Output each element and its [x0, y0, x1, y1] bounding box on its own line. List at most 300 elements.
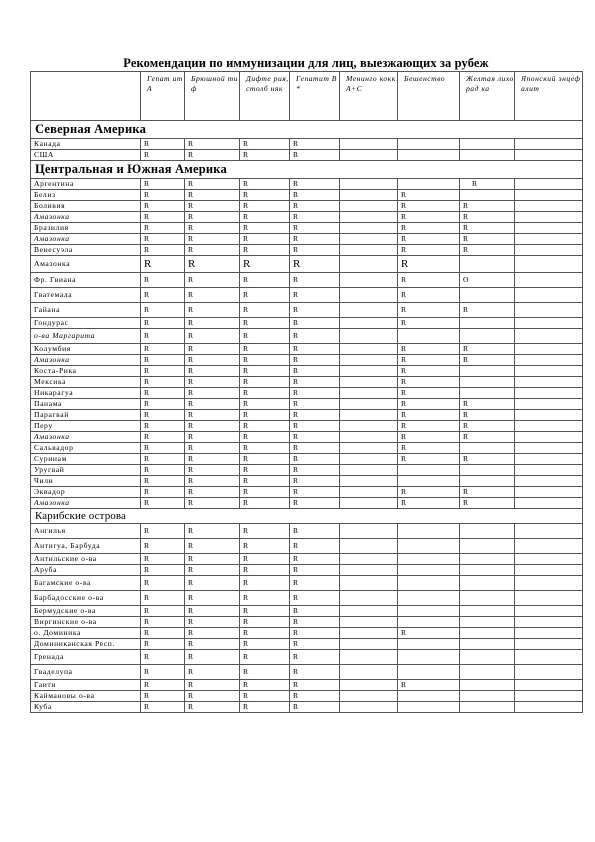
- recommendation-cell: [340, 432, 398, 443]
- recommendation-cell: [460, 366, 515, 377]
- header-hepatitis-a: Гепат ит А: [141, 72, 185, 121]
- recommendation-cell: [515, 288, 583, 303]
- recommendation-cell: [515, 201, 583, 212]
- recommendation-cell: [460, 329, 515, 344]
- recommendation-cell: R: [141, 487, 185, 498]
- table-row: [31, 465, 583, 476]
- recommendation-cell: R: [290, 329, 340, 344]
- recommendation-cell: [340, 476, 398, 487]
- region-header-row: [31, 161, 583, 179]
- recommendation-cell: [515, 223, 583, 234]
- recommendation-cell: [515, 366, 583, 377]
- recommendation-cell: R: [460, 487, 515, 498]
- recommendation-cell: R: [185, 702, 240, 713]
- table-row: [31, 524, 583, 539]
- recommendation-cell: R: [185, 256, 240, 273]
- recommendation-cell: R: [185, 432, 240, 443]
- recommendation-cell: [340, 498, 398, 509]
- recommendation-cell: R: [185, 150, 240, 161]
- recommendation-cell: R: [460, 201, 515, 212]
- table-row: [31, 329, 583, 344]
- recommendation-cell: R: [185, 288, 240, 303]
- recommendation-cell: [515, 691, 583, 702]
- recommendation-cell: [340, 650, 398, 665]
- recommendation-cell: R: [240, 476, 290, 487]
- recommendation-cell: [515, 665, 583, 680]
- recommendation-cell: R: [290, 680, 340, 691]
- recommendation-cell: R: [141, 454, 185, 465]
- recommendation-cell: [340, 617, 398, 628]
- recommendation-cell: R: [290, 355, 340, 366]
- recommendation-cell: [398, 665, 460, 680]
- recommendation-cell: [460, 639, 515, 650]
- table-row: [31, 454, 583, 465]
- country-cell: Сальвадор: [31, 443, 141, 454]
- recommendation-cell: R: [240, 617, 290, 628]
- recommendation-cell: R: [460, 303, 515, 318]
- recommendation-cell: [340, 665, 398, 680]
- recommendation-cell: [398, 606, 460, 617]
- recommendation-cell: [515, 617, 583, 628]
- recommendation-cell: R: [240, 524, 290, 539]
- recommendation-cell: R: [185, 190, 240, 201]
- recommendation-cell: R: [240, 399, 290, 410]
- recommendation-cell: R: [240, 179, 290, 190]
- recommendation-cell: R: [398, 234, 460, 245]
- recommendation-cell: R: [141, 344, 185, 355]
- table-row: [31, 554, 583, 565]
- recommendation-cell: [515, 539, 583, 554]
- recommendation-cell: [515, 650, 583, 665]
- recommendation-cell: [515, 680, 583, 691]
- recommendation-cell: R: [398, 432, 460, 443]
- recommendation-cell: [340, 628, 398, 639]
- recommendation-cell: R: [141, 680, 185, 691]
- recommendation-cell: R: [185, 487, 240, 498]
- table-row: [31, 498, 583, 509]
- table-row: [31, 628, 583, 639]
- country-cell: о. Доминика: [31, 628, 141, 639]
- recommendation-cell: R: [185, 554, 240, 565]
- recommendation-cell: R: [185, 399, 240, 410]
- page-title: Рекомендации по иммунизации для лиц, выезжающих за рубеж: [123, 56, 489, 70]
- table-row: [31, 617, 583, 628]
- recommendation-cell: R: [460, 179, 515, 190]
- recommendation-cell: R: [398, 245, 460, 256]
- recommendation-cell: [398, 565, 460, 576]
- recommendation-cell: R: [398, 256, 460, 273]
- recommendation-cell: [340, 303, 398, 318]
- country-cell: Уругвай: [31, 465, 141, 476]
- recommendation-cell: [398, 179, 460, 190]
- recommendation-cell: [340, 344, 398, 355]
- country-cell: Куба: [31, 702, 141, 713]
- recommendation-cell: [340, 329, 398, 344]
- recommendation-cell: R: [185, 303, 240, 318]
- recommendation-cell: R: [398, 288, 460, 303]
- table-row: [31, 650, 583, 665]
- recommendation-cell: [340, 465, 398, 476]
- table-row: [31, 665, 583, 680]
- recommendation-cell: R: [240, 150, 290, 161]
- recommendation-cell: R: [141, 606, 185, 617]
- recommendation-cell: R: [185, 606, 240, 617]
- table-row: [31, 245, 583, 256]
- recommendation-cell: R: [141, 565, 185, 576]
- recommendation-cell: [460, 702, 515, 713]
- recommendation-cell: [340, 554, 398, 565]
- recommendation-cell: [340, 410, 398, 421]
- recommendation-cell: R: [240, 432, 290, 443]
- table-row: [31, 702, 583, 713]
- recommendation-cell: R: [141, 399, 185, 410]
- country-cell: Канада: [31, 139, 141, 150]
- recommendation-cell: R: [185, 565, 240, 576]
- country-cell: Виргинские о-ва: [31, 617, 141, 628]
- recommendation-cell: R: [398, 303, 460, 318]
- recommendation-cell: R: [290, 201, 340, 212]
- recommendation-cell: R: [460, 212, 515, 223]
- table-row: [31, 388, 583, 399]
- recommendation-cell: R: [290, 539, 340, 554]
- table-row: [31, 565, 583, 576]
- recommendation-cell: R: [290, 443, 340, 454]
- recommendation-cell: [515, 465, 583, 476]
- recommendation-cell: [398, 591, 460, 606]
- recommendation-cell: [340, 606, 398, 617]
- recommendation-cell: R: [240, 454, 290, 465]
- recommendation-cell: R: [240, 201, 290, 212]
- recommendation-cell: R: [290, 465, 340, 476]
- recommendation-cell: R: [185, 201, 240, 212]
- recommendation-cell: R: [460, 223, 515, 234]
- recommendation-cell: R: [185, 344, 240, 355]
- country-cell: Бермудские о-ва: [31, 606, 141, 617]
- recommendation-cell: R: [460, 234, 515, 245]
- recommendation-cell: R: [398, 680, 460, 691]
- recommendation-cell: R: [141, 366, 185, 377]
- recommendation-cell: R: [290, 628, 340, 639]
- recommendation-cell: R: [398, 318, 460, 329]
- recommendation-cell: R: [185, 139, 240, 150]
- table-row: [31, 212, 583, 223]
- recommendation-cell: R: [240, 691, 290, 702]
- recommendation-cell: R: [141, 432, 185, 443]
- region-title: Северная Америка: [31, 121, 583, 139]
- recommendation-cell: R: [290, 223, 340, 234]
- recommendation-cell: R: [290, 212, 340, 223]
- recommendation-cell: R: [185, 388, 240, 399]
- recommendation-cell: R: [141, 576, 185, 591]
- recommendation-cell: R: [240, 234, 290, 245]
- recommendation-cell: R: [290, 318, 340, 329]
- recommendation-cell: [340, 539, 398, 554]
- recommendation-cell: R: [398, 344, 460, 355]
- recommendation-cell: R: [398, 628, 460, 639]
- recommendation-cell: R: [290, 377, 340, 388]
- recommendation-cell: [340, 288, 398, 303]
- recommendation-cell: R: [141, 650, 185, 665]
- recommendation-cell: [340, 223, 398, 234]
- recommendation-cell: [515, 190, 583, 201]
- recommendation-cell: R: [240, 329, 290, 344]
- recommendation-cell: [340, 179, 398, 190]
- table-row: [31, 691, 583, 702]
- recommendation-cell: R: [290, 150, 340, 161]
- recommendation-cell: R: [460, 344, 515, 355]
- region-title: Центральная и Южная Америка: [31, 161, 583, 179]
- recommendation-cell: [515, 179, 583, 190]
- country-cell: Панама: [31, 399, 141, 410]
- recommendation-cell: R: [141, 190, 185, 201]
- recommendation-cell: R: [185, 650, 240, 665]
- recommendation-cell: R: [240, 245, 290, 256]
- recommendation-cell: [460, 691, 515, 702]
- recommendation-cell: R: [185, 628, 240, 639]
- country-cell: Фр. Гвиана: [31, 273, 141, 288]
- recommendation-cell: [340, 443, 398, 454]
- recommendation-cell: R: [185, 665, 240, 680]
- recommendation-cell: R: [185, 524, 240, 539]
- table-row: [31, 576, 583, 591]
- recommendation-cell: [515, 355, 583, 366]
- recommendation-cell: R: [185, 223, 240, 234]
- header-japanese-encephalitis: Японский энцефалит: [515, 72, 583, 121]
- recommendation-cell: R: [141, 377, 185, 388]
- recommendation-cell: [398, 639, 460, 650]
- recommendation-cell: R: [398, 223, 460, 234]
- recommendation-cell: [398, 329, 460, 344]
- recommendation-cell: R: [185, 410, 240, 421]
- recommendation-cell: [460, 388, 515, 399]
- recommendation-cell: R: [141, 179, 185, 190]
- recommendation-cell: [515, 212, 583, 223]
- recommendation-cell: [460, 465, 515, 476]
- header-diphtheria-tetanus: Дифте рия, столб няк: [240, 72, 290, 121]
- recommendation-cell: R: [240, 665, 290, 680]
- recommendation-cell: [398, 476, 460, 487]
- country-cell: Багамские о-ва: [31, 576, 141, 591]
- recommendation-cell: [340, 591, 398, 606]
- table-row: [31, 139, 583, 150]
- recommendation-cell: O: [460, 273, 515, 288]
- recommendation-cell: [340, 212, 398, 223]
- recommendation-cell: [340, 565, 398, 576]
- recommendation-cell: R: [290, 432, 340, 443]
- recommendation-cell: R: [290, 576, 340, 591]
- country-cell: Каймановы о-ва: [31, 691, 141, 702]
- table-row: [31, 355, 583, 366]
- recommendation-cell: R: [141, 212, 185, 223]
- recommendation-cell: R: [141, 139, 185, 150]
- recommendation-cell: R: [185, 179, 240, 190]
- country-cell: США: [31, 150, 141, 161]
- recommendation-cell: [340, 150, 398, 161]
- recommendation-cell: [460, 628, 515, 639]
- table-row: [31, 303, 583, 318]
- country-cell: Эквадор: [31, 487, 141, 498]
- recommendation-cell: [398, 150, 460, 161]
- recommendation-cell: R: [290, 273, 340, 288]
- recommendation-cell: [460, 650, 515, 665]
- recommendation-cell: [340, 201, 398, 212]
- recommendation-cell: [515, 498, 583, 509]
- country-cell: о-ва Маргарита: [31, 329, 141, 344]
- recommendation-cell: R: [185, 498, 240, 509]
- recommendation-cell: R: [185, 691, 240, 702]
- recommendation-cell: R: [185, 245, 240, 256]
- region-header-row: [31, 121, 583, 139]
- recommendation-cell: R: [240, 606, 290, 617]
- table-row: [31, 539, 583, 554]
- country-cell: Гваделупа: [31, 665, 141, 680]
- recommendation-cell: R: [141, 617, 185, 628]
- recommendation-cell: [515, 432, 583, 443]
- recommendation-cell: R: [460, 454, 515, 465]
- country-cell: Амазонка: [31, 212, 141, 223]
- recommendation-cell: [460, 554, 515, 565]
- recommendation-cell: R: [185, 421, 240, 432]
- recommendation-cell: R: [240, 639, 290, 650]
- recommendation-cell: [460, 139, 515, 150]
- recommendation-cell: R: [240, 190, 290, 201]
- recommendation-cell: R: [398, 388, 460, 399]
- recommendation-cell: [340, 576, 398, 591]
- recommendation-cell: R: [185, 476, 240, 487]
- recommendation-cell: [340, 487, 398, 498]
- recommendation-cell: R: [141, 388, 185, 399]
- recommendation-cell: R: [240, 465, 290, 476]
- recommendation-cell: R: [398, 273, 460, 288]
- country-cell: Боливия: [31, 201, 141, 212]
- recommendation-cell: R: [185, 377, 240, 388]
- recommendation-cell: R: [141, 539, 185, 554]
- recommendation-cell: R: [290, 691, 340, 702]
- country-cell: Никарагуа: [31, 388, 141, 399]
- recommendation-cell: [515, 554, 583, 565]
- recommendation-cell: R: [240, 410, 290, 421]
- recommendation-cell: R: [290, 388, 340, 399]
- recommendation-cell: R: [290, 617, 340, 628]
- recommendation-cell: [398, 650, 460, 665]
- recommendation-cell: [398, 524, 460, 539]
- table-row: [31, 273, 583, 288]
- country-cell: Амазонка: [31, 256, 141, 273]
- table-row: [31, 606, 583, 617]
- recommendation-cell: R: [460, 421, 515, 432]
- country-cell: Амазонка: [31, 355, 141, 366]
- recommendation-cell: R: [240, 565, 290, 576]
- recommendation-cell: [515, 399, 583, 410]
- recommendation-cell: R: [398, 454, 460, 465]
- recommendation-cell: R: [290, 410, 340, 421]
- recommendation-cell: [515, 150, 583, 161]
- recommendation-cell: R: [141, 234, 185, 245]
- recommendation-cell: [460, 150, 515, 161]
- recommendation-cell: R: [141, 303, 185, 318]
- table-row: [31, 234, 583, 245]
- recommendation-cell: [515, 421, 583, 432]
- recommendation-cell: R: [185, 355, 240, 366]
- recommendation-cell: R: [290, 179, 340, 190]
- recommendation-cell: R: [141, 465, 185, 476]
- recommendation-cell: R: [185, 443, 240, 454]
- recommendation-cell: R: [141, 665, 185, 680]
- recommendation-cell: R: [290, 139, 340, 150]
- recommendation-cell: [398, 139, 460, 150]
- table-row: [31, 410, 583, 421]
- recommendation-cell: [460, 377, 515, 388]
- recommendation-cell: R: [240, 212, 290, 223]
- recommendation-cell: [515, 377, 583, 388]
- recommendation-cell: R: [460, 355, 515, 366]
- recommendation-cell: R: [398, 498, 460, 509]
- recommendation-cell: [340, 234, 398, 245]
- header-row: [31, 72, 583, 121]
- recommendation-cell: R: [141, 443, 185, 454]
- recommendation-cell: R: [185, 318, 240, 329]
- recommendation-cell: [398, 691, 460, 702]
- recommendation-cell: R: [240, 628, 290, 639]
- recommendation-cell: R: [240, 576, 290, 591]
- recommendation-cell: [515, 273, 583, 288]
- recommendation-cell: [398, 576, 460, 591]
- recommendation-cell: R: [290, 639, 340, 650]
- recommendation-cell: [398, 702, 460, 713]
- recommendation-cell: R: [141, 410, 185, 421]
- recommendation-cell: R: [185, 366, 240, 377]
- recommendation-cell: R: [240, 680, 290, 691]
- recommendation-cell: R: [185, 591, 240, 606]
- recommendation-cell: [460, 617, 515, 628]
- recommendation-cell: [398, 554, 460, 565]
- country-cell: Доминиканская Респ.: [31, 639, 141, 650]
- recommendation-cell: R: [290, 190, 340, 201]
- recommendation-cell: [515, 303, 583, 318]
- country-cell: Барбадосские о-ва: [31, 591, 141, 606]
- recommendation-cell: R: [240, 366, 290, 377]
- recommendation-cell: [515, 410, 583, 421]
- country-cell: Амазонка: [31, 234, 141, 245]
- recommendation-cell: R: [290, 454, 340, 465]
- recommendation-cell: [460, 476, 515, 487]
- region-header-row: [31, 509, 583, 524]
- recommendation-cell: [515, 388, 583, 399]
- recommendation-cell: R: [141, 318, 185, 329]
- recommendation-cell: R: [398, 487, 460, 498]
- recommendation-cell: [460, 665, 515, 680]
- recommendation-cell: [515, 487, 583, 498]
- recommendation-cell: [340, 639, 398, 650]
- country-cell: Амазонка: [31, 498, 141, 509]
- table-row: [31, 288, 583, 303]
- recommendation-cell: R: [240, 223, 290, 234]
- country-cell: Суринам: [31, 454, 141, 465]
- recommendation-cell: [340, 702, 398, 713]
- recommendation-cell: [515, 606, 583, 617]
- recommendation-cell: R: [240, 498, 290, 509]
- recommendation-cell: [460, 190, 515, 201]
- table-row: [31, 639, 583, 650]
- recommendation-cell: R: [185, 617, 240, 628]
- recommendation-cell: R: [240, 273, 290, 288]
- recommendation-cell: R: [290, 245, 340, 256]
- recommendation-cell: R: [240, 303, 290, 318]
- recommendation-cell: R: [141, 223, 185, 234]
- recommendation-cell: R: [240, 355, 290, 366]
- recommendation-cell: [340, 190, 398, 201]
- recommendation-cell: R: [290, 476, 340, 487]
